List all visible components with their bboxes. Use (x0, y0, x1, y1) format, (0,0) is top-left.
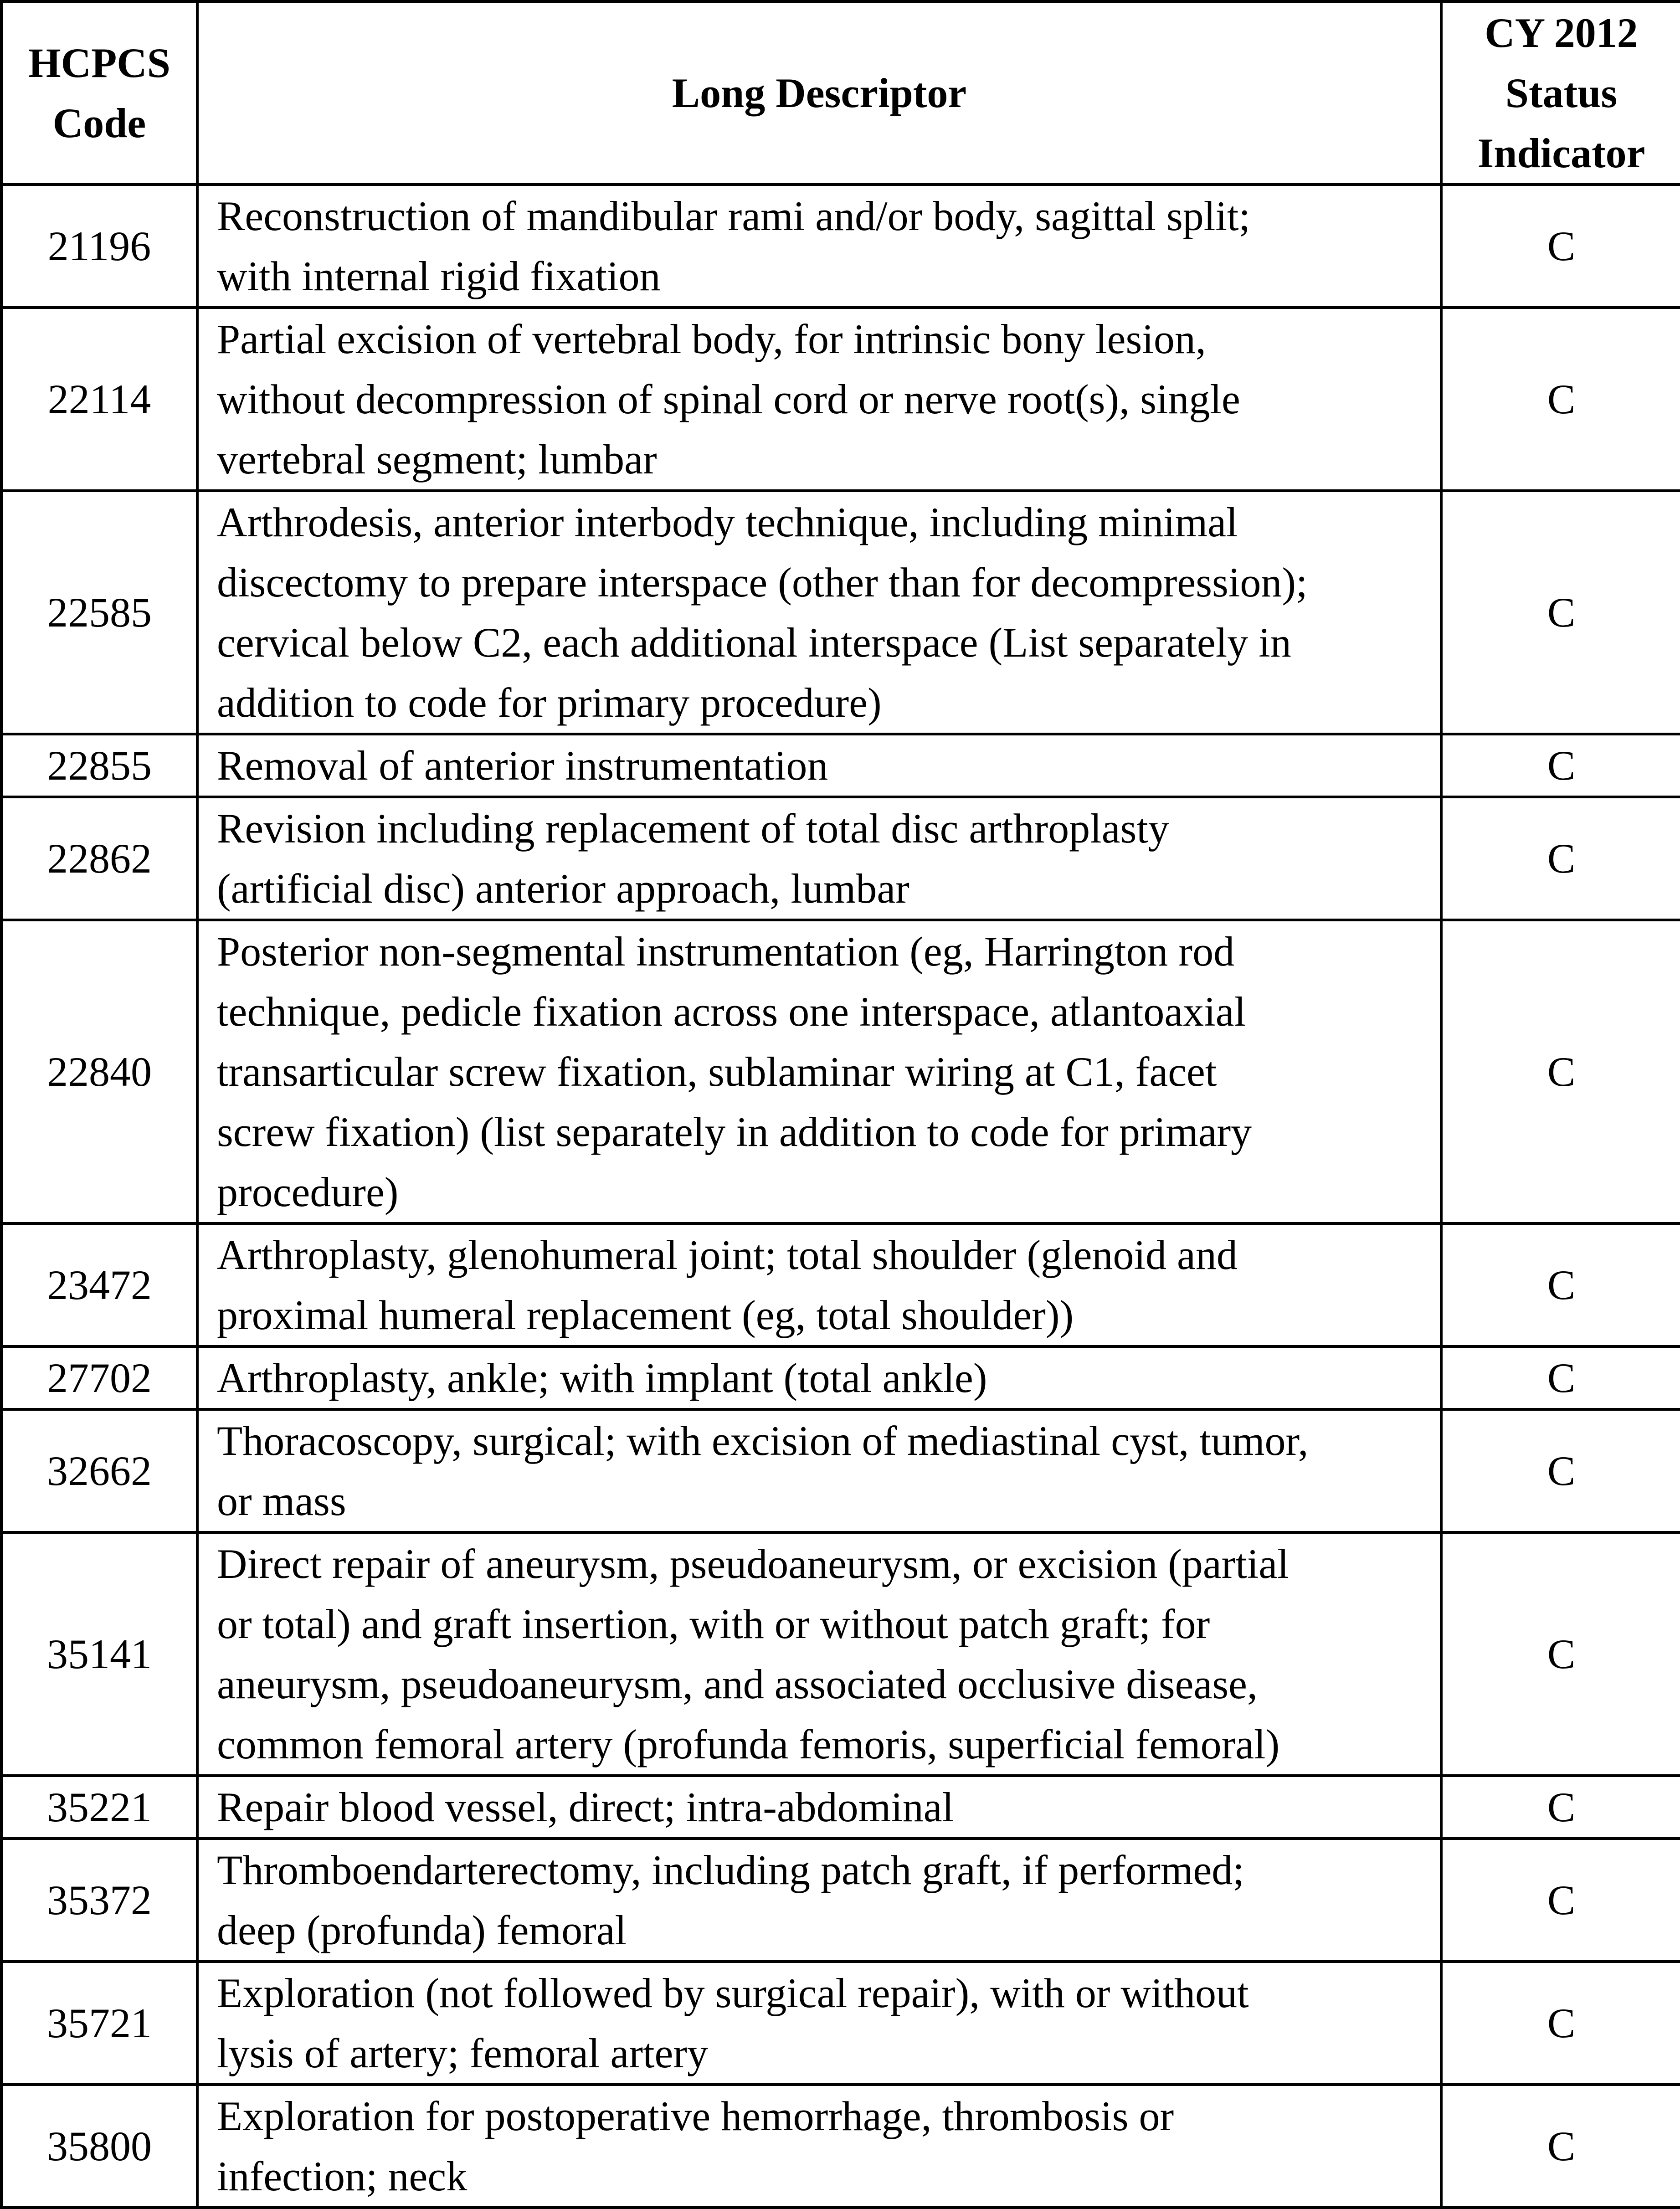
table-row (1, 1532, 1680, 1776)
table-row (1, 2085, 1680, 2208)
long-descriptor-cell (197, 308, 1441, 491)
header-status (1441, 1, 1680, 185)
long-descriptor-cell (197, 1962, 1441, 2085)
hcpcs-code-cell: 27702 (1, 1346, 197, 1409)
descriptor-line: Arthrodesis, anterior interbody technique, including minimal (217, 499, 1238, 545)
descriptor-line: Arthroplasty, glenohumeral joint; total shoulder (glenoid and (217, 1232, 1238, 1278)
long-descriptor-cell (197, 491, 1441, 734)
header-code-line: Code (52, 100, 146, 146)
hcpcs-code-cell: 22862 (1, 797, 197, 920)
descriptor-line: Arthroplasty, ankle; with implant (total ankle) (217, 1355, 987, 1401)
header-row (1, 1, 1680, 185)
table-row (1, 1962, 1680, 2085)
table-row (1, 1346, 1680, 1409)
descriptor-line: Partial excision of vertebral body, for intrinsic bony lesion, (217, 316, 1206, 362)
header-status-line: Status (1505, 70, 1618, 116)
table-row (1, 920, 1680, 1223)
status-indicator-cell: C (1441, 2085, 1680, 2208)
hcpcs-code-cell: 22585 (1, 491, 197, 734)
header-status-line: Indicator (1477, 130, 1645, 176)
long-descriptor-cell (197, 1346, 1441, 1409)
long-descriptor-cell (197, 797, 1441, 920)
long-descriptor-cell (197, 185, 1441, 308)
descriptor-line: discectomy to prepare interspace (other than for decompression); (217, 559, 1308, 606)
status-indicator-cell: C (1441, 185, 1680, 308)
hcpcs-code-cell: 35221 (1, 1776, 197, 1839)
long-descriptor-cell (197, 2085, 1441, 2208)
status-indicator-cell: C (1441, 1409, 1680, 1532)
hcpcs-code-cell: 35372 (1, 1839, 197, 1962)
descriptor-line: Revision including replacement of total disc arthroplasty (217, 805, 1169, 852)
hcpcs-code-cell: 22855 (1, 734, 197, 797)
header-code (1, 1, 197, 185)
hcpcs-code-cell: 22840 (1, 920, 197, 1223)
hcpcs-code-cell: 23472 (1, 1223, 197, 1346)
descriptor-line: proximal humeral replacement (eg, total shoulder)) (217, 1292, 1074, 1338)
descriptor-line: lysis of artery; femoral artery (217, 2030, 708, 2076)
descriptor-line: common femoral artery (profunda femoris, superficial femoral) (217, 1721, 1280, 1767)
descriptor-line: (artificial disc) anterior approach, lumbar (217, 865, 909, 912)
hcpcs-code-cell: 32662 (1, 1409, 197, 1532)
descriptor-line: vertebral segment; lumbar (217, 436, 657, 483)
hcpcs-code-cell: 35721 (1, 1962, 197, 2085)
header-status-line: CY 2012 (1485, 10, 1638, 56)
status-indicator-cell: C (1441, 1346, 1680, 1409)
table-row (1, 797, 1680, 920)
long-descriptor-cell (197, 1532, 1441, 1776)
long-descriptor-cell (197, 1223, 1441, 1346)
header-code-line: HCPCS (28, 40, 170, 86)
long-descriptor-cell (197, 1776, 1441, 1839)
descriptor-line: Exploration (not followed by surgical repair), with or without (217, 1970, 1249, 2016)
descriptor-line: Removal of anterior instrumentation (217, 742, 828, 789)
status-indicator-cell: C (1441, 1223, 1680, 1346)
status-indicator-cell: C (1441, 1776, 1680, 1839)
descriptor-line: deep (profunda) femoral (217, 1907, 627, 1953)
descriptor-line: technique, pedicle fixation across one interspace, atlantoaxial (217, 988, 1246, 1035)
descriptor-line: Repair blood vessel, direct; intra-abdominal (217, 1784, 954, 1830)
table-row (1, 491, 1680, 734)
long-descriptor-cell (197, 920, 1441, 1223)
table-row (1, 308, 1680, 491)
table-body (1, 185, 1680, 2208)
status-indicator-cell: C (1441, 797, 1680, 920)
descriptor-line: addition to code for primary procedure) (217, 679, 882, 726)
long-descriptor-cell (197, 734, 1441, 797)
status-indicator-cell: C (1441, 1532, 1680, 1776)
status-indicator-cell: C (1441, 1839, 1680, 1962)
table-row (1, 185, 1680, 308)
descriptor-line: procedure) (217, 1169, 399, 1215)
header-descriptor: Long Descriptor (197, 1, 1441, 185)
descriptor-line: or mass (217, 1478, 346, 1524)
descriptor-line: cervical below C2, each additional interspace (List separately in (217, 619, 1291, 666)
table-row (1, 1409, 1680, 1532)
descriptor-line: infection; neck (217, 2153, 468, 2199)
descriptor-line: or total) and graft insertion, with or without patch graft; for (217, 1601, 1210, 1647)
status-indicator-cell: C (1441, 491, 1680, 734)
descriptor-line: screw fixation) (list separately in addition to code for primary (217, 1109, 1252, 1155)
table-row (1, 734, 1680, 797)
descriptor-line: Exploration for postoperative hemorrhage, thrombosis or (217, 2093, 1174, 2139)
hcpcs-code-cell: 35141 (1, 1532, 197, 1776)
descriptor-line: Thoracoscopy, surgical; with excision of mediastinal cyst, tumor, (217, 1418, 1309, 1464)
long-descriptor-cell (197, 1839, 1441, 1962)
descriptor-line: Reconstruction of mandibular rami and/or body, sagittal split; (217, 193, 1251, 239)
descriptor-line: aneurysm, pseudoaneurysm, and associated occlusive disease, (217, 1661, 1258, 1707)
table-row (1, 1776, 1680, 1839)
hcpcs-code-cell: 21196 (1, 185, 197, 308)
status-indicator-cell: C (1441, 920, 1680, 1223)
table-row (1, 1223, 1680, 1346)
descriptor-line: without decompression of spinal cord or nerve root(s), single (217, 376, 1240, 422)
descriptor-line: transarticular screw fixation, sublaminar wiring at C1, facet (217, 1048, 1217, 1095)
long-descriptor-cell (197, 1409, 1441, 1532)
descriptor-line: Posterior non-segmental instrumentation (eg, Harrington rod (217, 928, 1235, 975)
descriptor-line: Direct repair of aneurysm, pseudoaneurysm, or excision (partial (217, 1541, 1289, 1587)
hcpcs-code-cell: 22114 (1, 308, 197, 491)
status-indicator-cell: C (1441, 308, 1680, 491)
descriptor-line: Thromboendarterectomy, including patch graft, if performed; (217, 1847, 1244, 1893)
descriptor-line: with internal rigid fixation (217, 253, 661, 299)
table-row (1, 1839, 1680, 1962)
status-indicator-cell: C (1441, 1962, 1680, 2085)
hcpcs-code-cell: 35800 (1, 2085, 197, 2208)
status-indicator-cell: C (1441, 734, 1680, 797)
